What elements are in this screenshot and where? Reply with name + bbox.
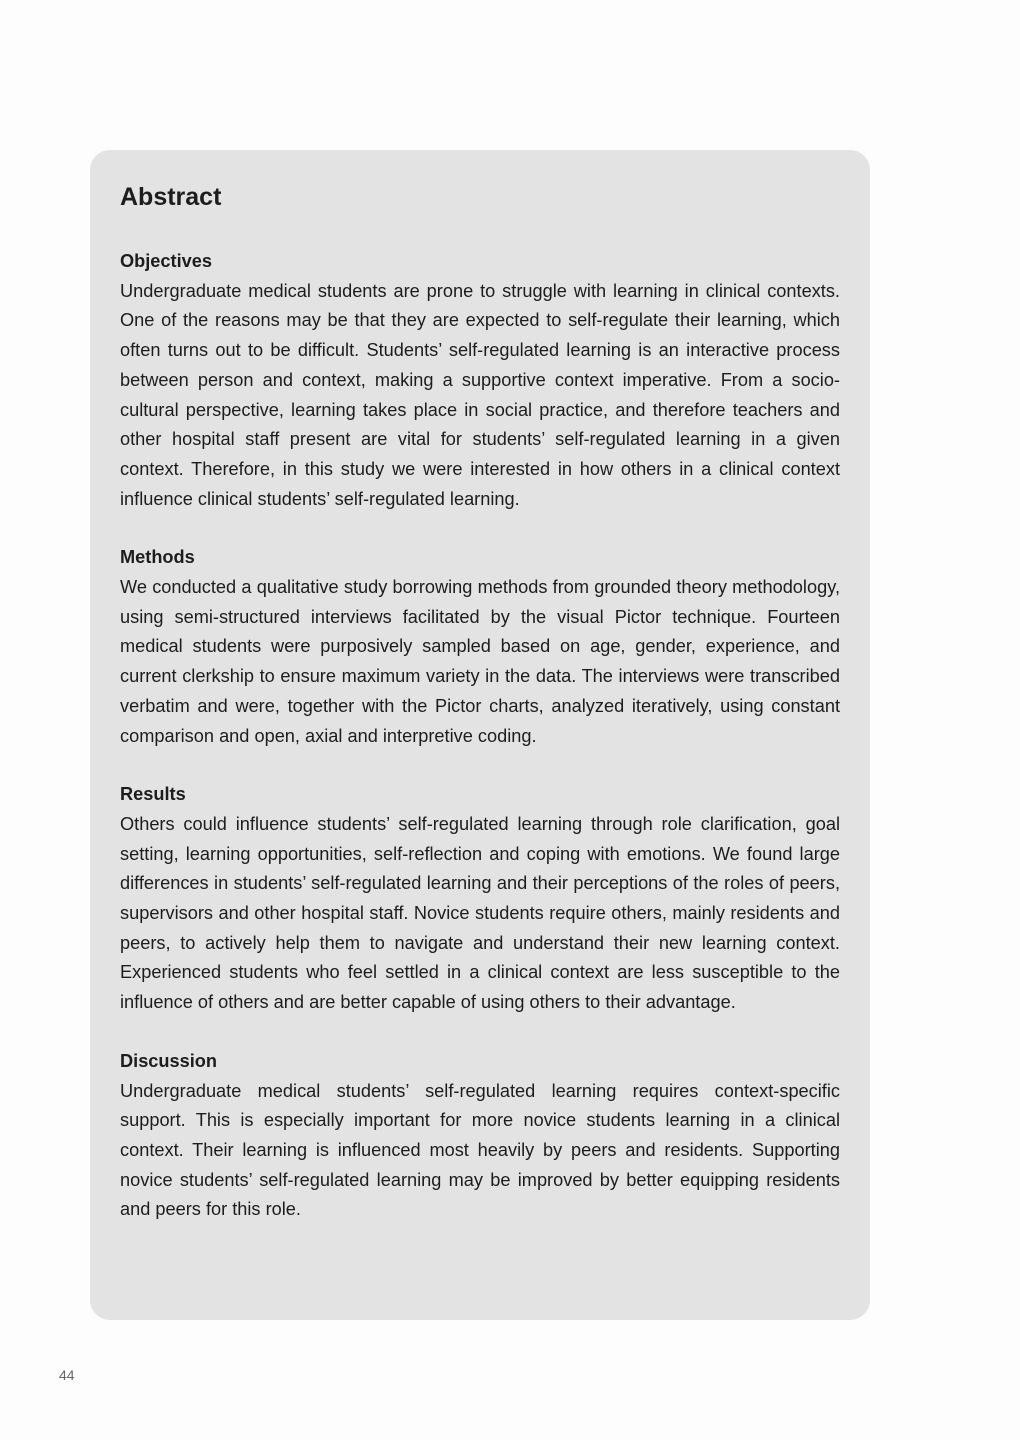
section-heading-methods: Methods: [120, 547, 195, 568]
section-heading-discussion: Discussion: [120, 1050, 218, 1071]
page-number: 44: [59, 1367, 75, 1383]
section-heading-objectives: Objectives: [120, 251, 212, 271]
section-heading-results: Results: [120, 784, 186, 805]
section-objectives: [120, 247, 840, 514]
abstract-box: [90, 150, 870, 1320]
abstract-title: Abstract: [120, 183, 222, 211]
section-body-methods: We conducted a qualitative study borrowing methods from grounded theory methodology, using semi-structured interviews facilitated by the visual Pictor technique. Fourteen medical students were purposively sampled based on age, gender, experience, and current clerkship to ensure maximum variety in the data. The interviews were transcribed verbatim and were, together with the Pictor charts, analyzed iteratively, using constant comparison and open, axial and interpretive coding.: [120, 577, 840, 746]
section-body-discussion: Undergraduate medical students’ self-regulated learning requires context-specific support. This is especially important for more novice students learning in a clinical context. Their learning is influenced most heavily by peers and residents. Supporting novice students’ self-regulated learning may be improved by better equipping residents and peers for this role.: [120, 1080, 840, 1220]
section-discussion: [120, 1047, 840, 1225]
section-results: [120, 780, 840, 1018]
section-body-results: Others could influence students’ self-regulated learning through role clarification, goal setting, learning opportunities, self-reflection and coping with emotions. We found large differences in students’ self-regulated learning and their perceptions of the roles of peers, supervisors and other hospital staff. Novice students require others, mainly residents and peers, to actively help them to navigate and understand their new learning context. Experienced students who feel settled in a clinical context are less susceptible to the influence of others and are better capable of using others to their advantage.: [120, 813, 840, 1013]
section-body-objectives: Undergraduate medical students are prone to struggle with learning in clinical contexts. One of the reasons may be that they are expected to self-regulate their learning, which often turns out to be difficult. Students’ self-regulated learning is an interactive process between person and context, making a supportive context imperative. From a socio-cultural perspective, learning takes place in social practice, and therefore teachers and other hospital staff present are vital for students’ self-regulated learning in a given context. Therefore, in this study we were interested in how others in a clinical context influence clinical students’ self-regulated learning.: [120, 280, 840, 509]
section-methods: [120, 543, 840, 751]
